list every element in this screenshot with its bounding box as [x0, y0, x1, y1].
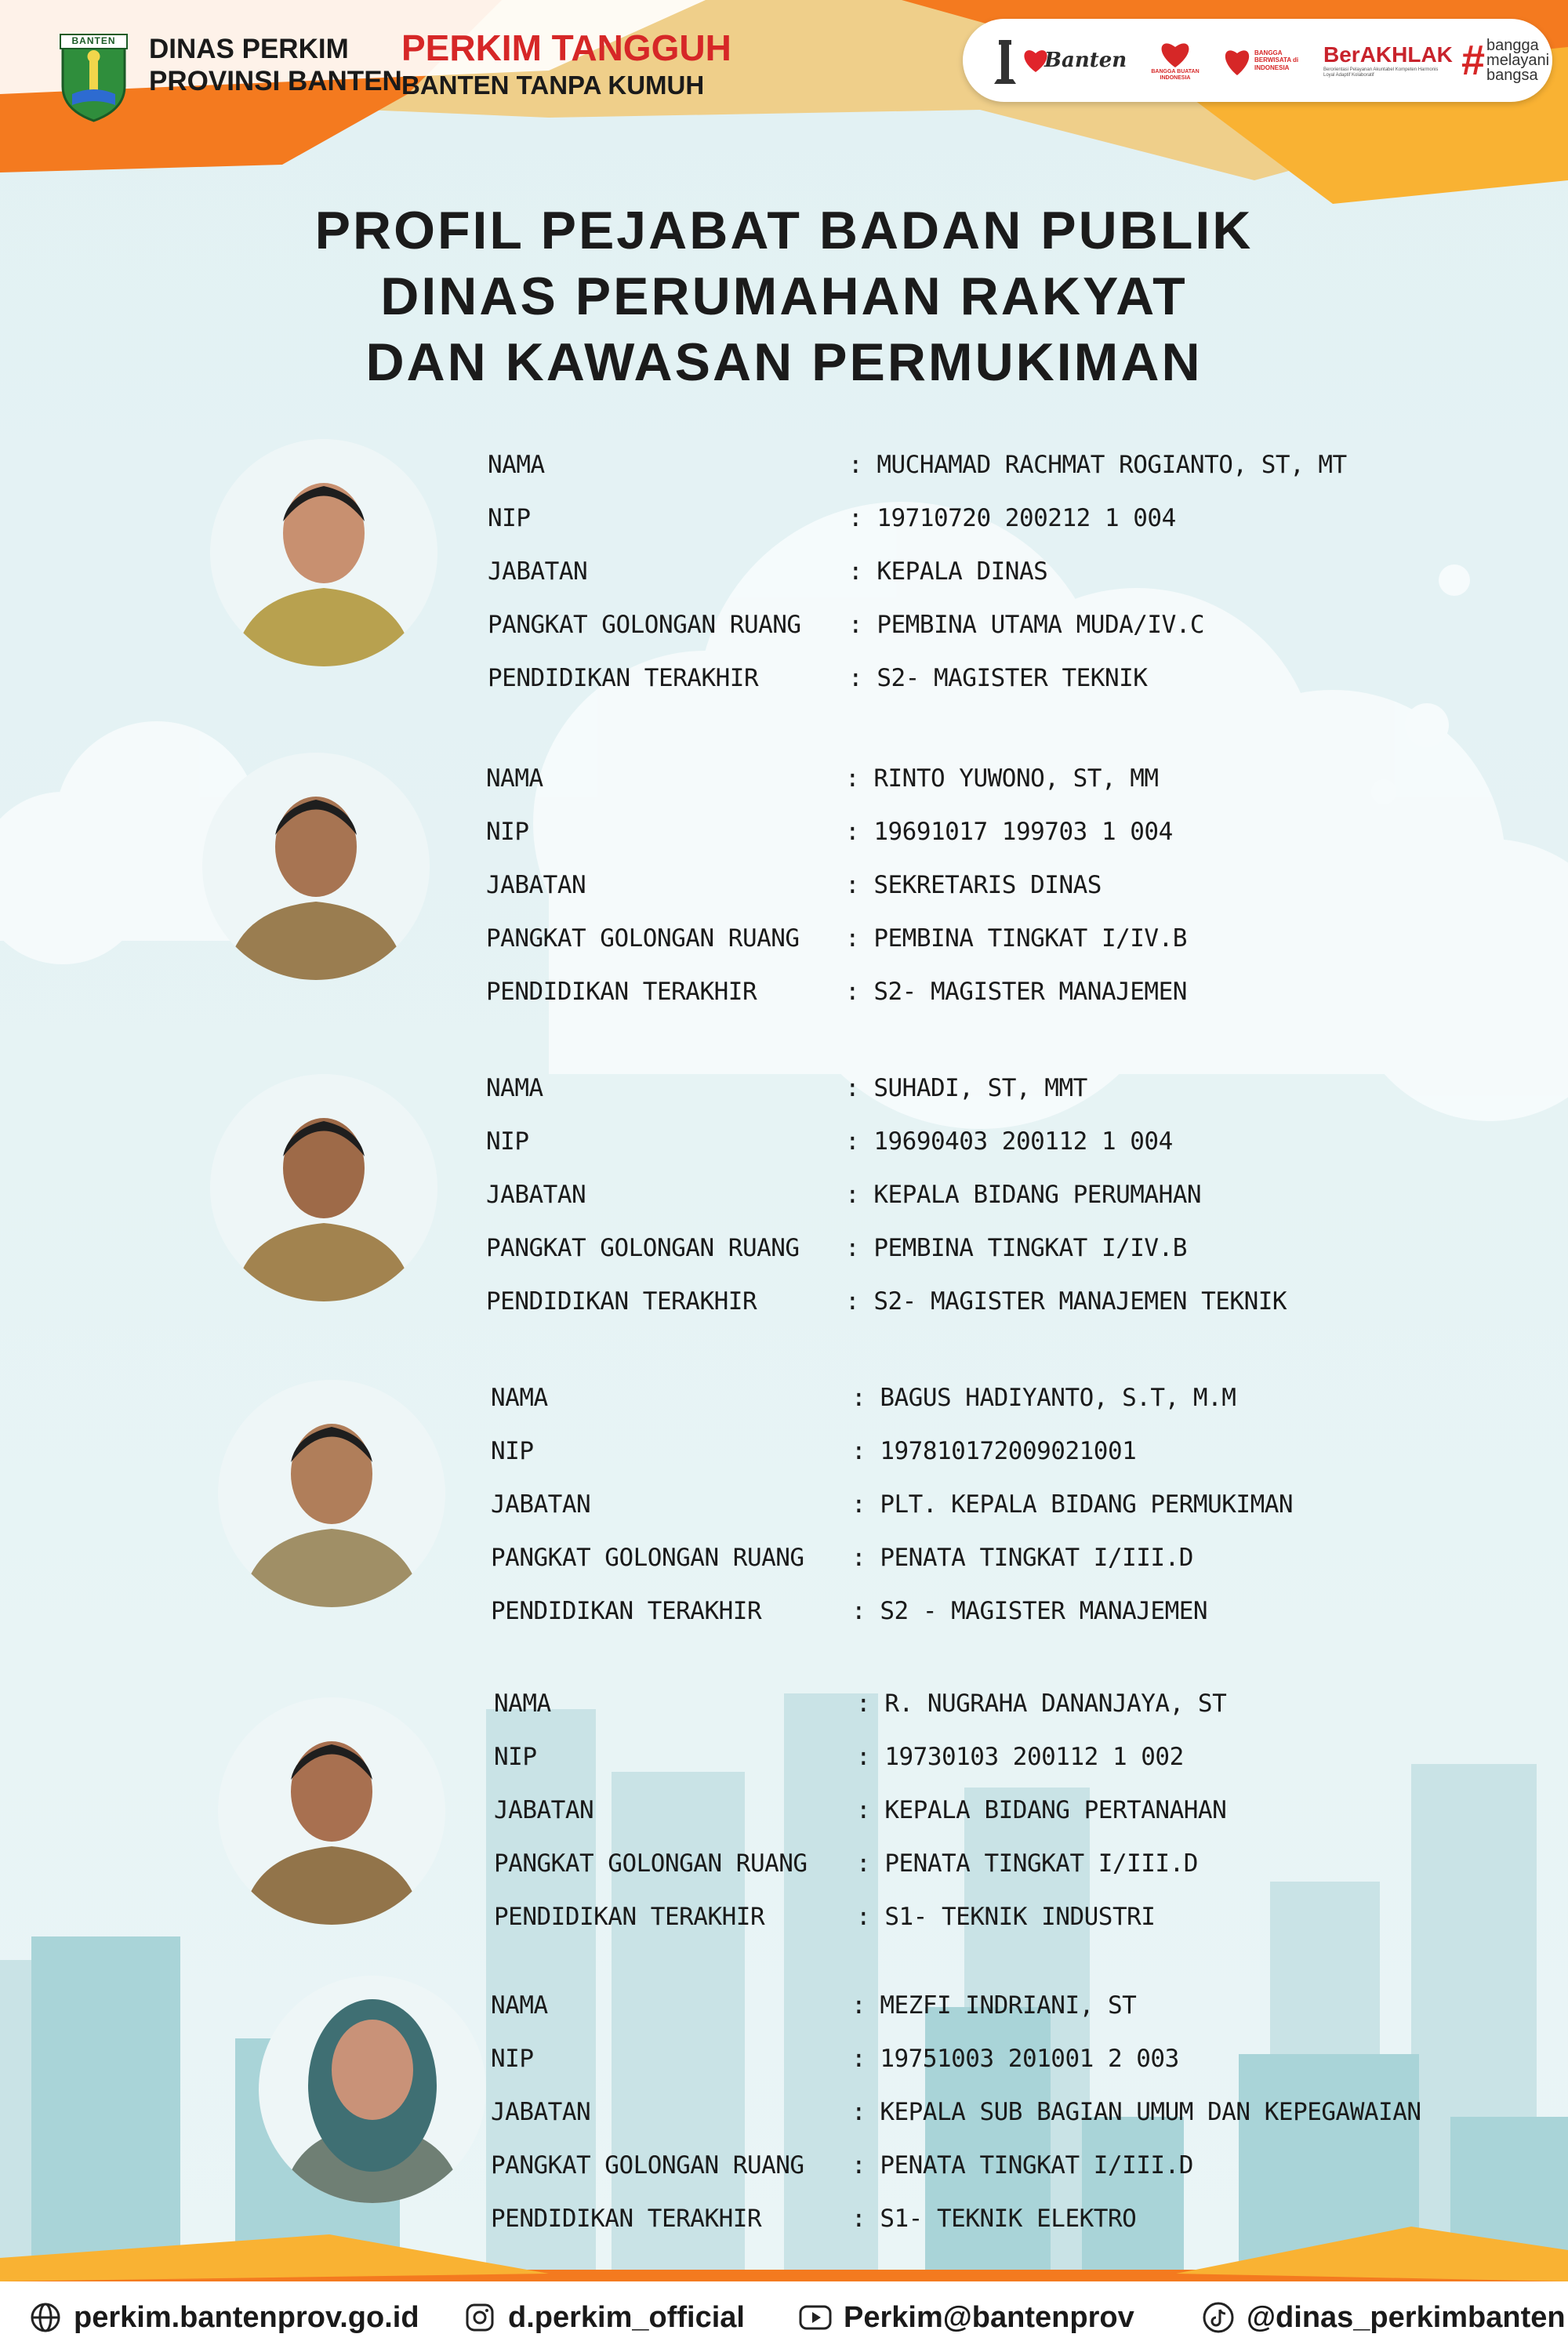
field-value-nama: : MEZFI INDRIANI, ST	[851, 1991, 1137, 2020]
org-name-line1: DINAS PERKIM	[149, 34, 349, 64]
logo-berakhlak-sub: Berorientasi Pelayanan Akuntabel Kompeten Harmonis Loyal Adaptif Kolaboratif	[1323, 67, 1439, 78]
field-value-nip: : 197810172009021001	[851, 1437, 1137, 1465]
field-label-nama: NAMA	[491, 1384, 548, 1412]
field-value-nip: : 19710720 200212 1 004	[848, 504, 1176, 532]
footer-website[interactable]	[28, 2293, 419, 2342]
field-value-jabatan: : KEPALA DINAS	[848, 557, 1048, 586]
field-label-nama: NAMA	[486, 764, 543, 793]
footer-instagram[interactable]	[463, 2293, 745, 2342]
field-label-pangkat: PANGKAT GOLONGAN RUANG	[491, 2151, 804, 2180]
field-label-nip: NIP	[486, 1127, 529, 1156]
field-value-jabatan: : PLT. KEPALA BIDANG PERMUKIMAN	[851, 1490, 1294, 1519]
page-title-line3: DAN KAWASAN PERMUKIMAN	[365, 332, 1203, 392]
logo-banten	[991, 19, 1127, 102]
org-name	[149, 33, 402, 98]
logo-bangga-line3: bangsa	[1486, 66, 1538, 84]
instagram-icon	[463, 2300, 497, 2335]
field-label-nama: NAMA	[494, 1690, 551, 1718]
person-silhouette-icon	[259, 1976, 486, 2203]
field-value-nama: : BAGUS HADIYANTO, S.T, M.M	[851, 1384, 1236, 1412]
field-value-pangkat: : PENATA TINGKAT I/III.D	[851, 1544, 1193, 1572]
person-silhouette-icon	[218, 1697, 445, 1925]
org-name-line2: PROVINSI BANTEN	[149, 66, 402, 97]
field-value-nama: : SUHADI, ST, MMT	[845, 1074, 1087, 1102]
logo-bangga-text	[1486, 38, 1549, 83]
field-value-nama: : R. NUGRAHA DANANJAYA, ST	[856, 1690, 1227, 1718]
logo-banten-text: Banten	[1044, 49, 1127, 72]
field-value-pangkat: : PENATA TINGKAT I/III.D	[856, 1849, 1198, 1878]
field-value-pendidikan: : S2 - MAGISTER MANAJEMEN	[851, 1597, 1208, 1625]
field-label-nama: NAMA	[486, 1074, 543, 1102]
emblem-label: BANTEN	[71, 35, 116, 46]
field-value-pangkat: : PEMBINA TINGKAT I/IV.B	[845, 1234, 1187, 1262]
bbwi-heart-icon	[1221, 44, 1253, 77]
field-value-jabatan: : KEPALA SUB BAGIAN UMUM DAN KEPEGAWAIAN	[851, 2098, 1421, 2126]
tiktok-icon	[1201, 2300, 1236, 2335]
field-label-pangkat: PANGKAT GOLONGAN RUANG	[488, 611, 801, 639]
field-value-jabatan: : KEPALA BIDANG PERUMAHAN	[845, 1181, 1202, 1209]
bbi-heart-icon	[1156, 39, 1194, 69]
logo-bangga-melayani	[1461, 19, 1549, 102]
field-label-jabatan: JABATAN	[494, 1796, 594, 1824]
footer-tiktok-text: @dinas_perkimbanten	[1247, 2300, 1566, 2334]
field-label-jabatan: JABATAN	[486, 871, 586, 899]
official-photo	[210, 439, 437, 666]
logo-bangga-line2: melayani	[1486, 51, 1550, 69]
field-value-pangkat: : PEMBINA TINGKAT I/IV.B	[845, 924, 1187, 953]
field-label-pangkat: PANGKAT GOLONGAN RUANG	[491, 1544, 804, 1572]
field-label-nip: NIP	[488, 504, 531, 532]
field-value-nip: : 19751003 201001 2 003	[851, 2045, 1179, 2073]
hash-icon: #	[1461, 37, 1486, 84]
field-value-nip: : 19730103 200112 1 002	[856, 1743, 1184, 1771]
field-label-nip: NIP	[491, 1437, 534, 1465]
footer-youtube[interactable]	[798, 2293, 1134, 2342]
page-title-line2: DINAS PERUMAHAN RAKYAT	[380, 267, 1188, 326]
official-photo	[259, 1976, 486, 2203]
field-label-pendidikan: PENDIDIKAN TERAKHIR	[491, 2205, 762, 2233]
field-value-nama: : MUCHAMAD RACHMAT ROGIANTO, ST, MT	[848, 451, 1347, 479]
logo-bbi-text: BANGGA BUATAN INDONESIA	[1151, 69, 1200, 81]
field-value-pendidikan: : S2- MAGISTER MANAJEMEN TEKNIK	[845, 1287, 1287, 1316]
field-value-nip: : 19691017 199703 1 004	[845, 818, 1173, 846]
field-label-nama: NAMA	[491, 1991, 548, 2020]
field-value-pangkat: : PENATA TINGKAT I/III.D	[851, 2151, 1193, 2180]
field-value-pendidikan: : S2- MAGISTER TEKNIK	[848, 664, 1148, 692]
field-label-nip: NIP	[494, 1743, 537, 1771]
field-label-jabatan: JABATAN	[486, 1181, 586, 1209]
field-label-pendidikan: PENDIDIKAN TERAKHIR	[491, 1597, 762, 1625]
field-label-pangkat: PANGKAT GOLONGAN RUANG	[486, 1234, 800, 1262]
field-value-pangkat: : PEMBINA UTAMA MUDA/IV.C	[848, 611, 1205, 639]
field-label-pendidikan: PENDIDIKAN TERAKHIR	[494, 1903, 765, 1931]
person-silhouette-icon	[218, 1380, 445, 1607]
footer-website-text: perkim.bantenprov.go.id	[74, 2300, 419, 2334]
logo-bangga-line1: bangga	[1486, 36, 1539, 54]
official-photo	[218, 1380, 445, 1607]
logo-bbwi-text: BANGGA BERWISATA di INDONESIA	[1254, 49, 1299, 71]
slogan-line2: BANTEN TANPA KUMUH	[401, 70, 705, 100]
field-label-pendidikan: PENDIDIKAN TERAKHIR	[486, 1287, 757, 1316]
field-label-jabatan: JABATAN	[491, 1490, 591, 1519]
page-title-line1: PROFIL PEJABAT BADAN PUBLIK	[314, 201, 1254, 260]
globe-icon	[28, 2300, 63, 2335]
field-label-nama: NAMA	[488, 451, 545, 479]
youtube-icon	[798, 2300, 833, 2335]
field-value-jabatan: : KEPALA BIDANG PERTANAHAN	[856, 1796, 1227, 1824]
page-title	[0, 198, 1568, 395]
field-label-pangkat: PANGKAT GOLONGAN RUANG	[494, 1849, 808, 1878]
field-label-jabatan: JABATAN	[491, 2098, 591, 2126]
person-silhouette-icon	[210, 1074, 437, 1301]
person-silhouette-icon	[210, 439, 437, 666]
footer-tiktok[interactable]	[1201, 2293, 1566, 2342]
logo-berakhlak	[1323, 19, 1453, 102]
official-photo	[210, 1074, 437, 1301]
footer-youtube-text: Perkim@bantenprov	[844, 2300, 1134, 2334]
tower-icon	[991, 37, 1019, 84]
banten-emblem	[56, 31, 131, 124]
person-silhouette-icon	[202, 753, 430, 980]
field-value-jabatan: : SEKRETARIS DINAS	[845, 871, 1102, 899]
logo-berakhlak-text: BerAKHLAK	[1323, 42, 1453, 67]
field-label-nip: NIP	[486, 818, 529, 846]
official-photo	[218, 1697, 445, 1925]
footer-instagram-text: d.perkim_official	[508, 2300, 745, 2334]
logo-bbi	[1145, 19, 1206, 102]
field-value-pendidikan: : S2- MAGISTER MANAJEMEN	[845, 978, 1187, 1006]
logo-bbwi	[1221, 19, 1311, 102]
field-value-nip: : 19690403 200112 1 004	[845, 1127, 1173, 1156]
field-value-pendidikan: : S1- TEKNIK INDUSTRI	[856, 1903, 1156, 1931]
field-label-nip: NIP	[491, 2045, 534, 2073]
field-label-pendidikan: PENDIDIKAN TERAKHIR	[488, 664, 759, 692]
official-photo	[202, 753, 430, 980]
slogan	[401, 28, 731, 100]
field-value-nama: : RINTO YUWONO, ST, MM	[845, 764, 1159, 793]
field-label-pendidikan: PENDIDIKAN TERAKHIR	[486, 978, 757, 1006]
field-value-pendidikan: : S1- TEKNIK ELEKTRO	[851, 2205, 1137, 2233]
field-label-jabatan: JABATAN	[488, 557, 588, 586]
partner-logos-bar	[963, 19, 1552, 102]
field-label-pangkat: PANGKAT GOLONGAN RUANG	[486, 924, 800, 953]
slogan-line1: PERKIM TANGGUH	[401, 27, 731, 68]
